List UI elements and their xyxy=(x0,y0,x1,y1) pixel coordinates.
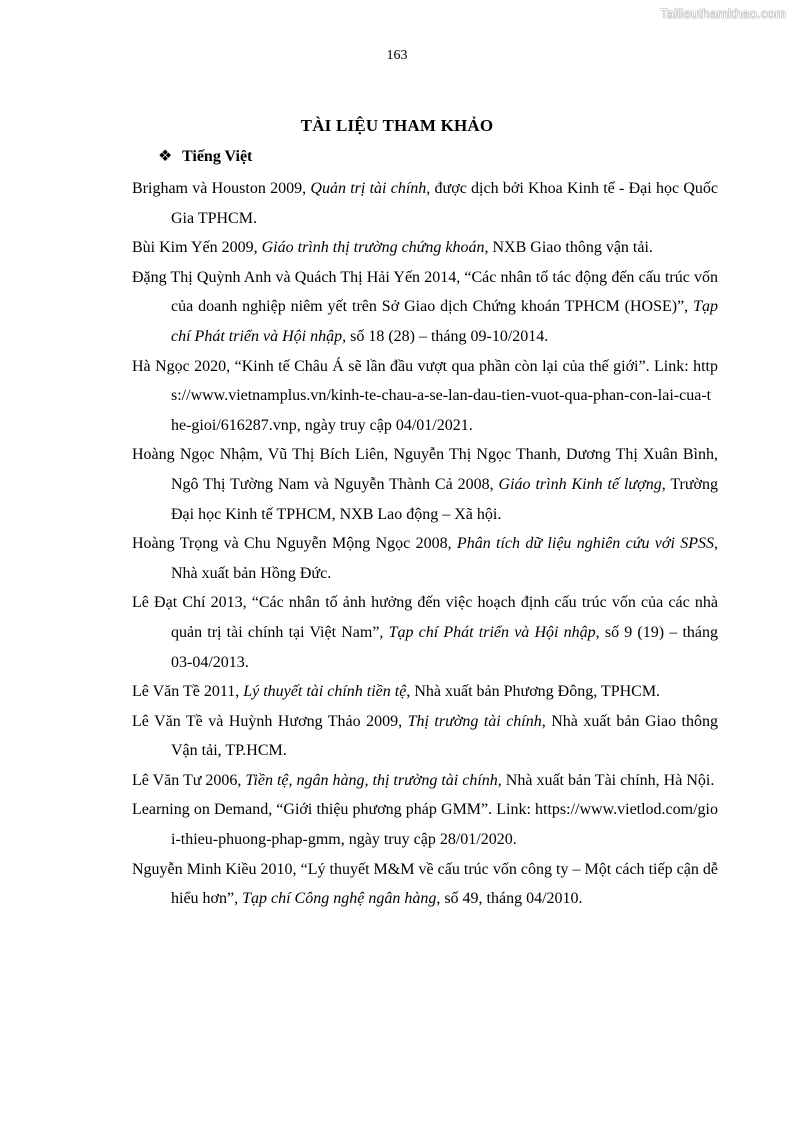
reference-item xyxy=(132,174,718,233)
reference-title: Thị trường tài chính xyxy=(407,712,542,730)
reference-text: Đặng Thị Quỳnh Anh và Quách Thị Hải Yến 2014, “Các nhân tố tác động đến cấu trúc vốn của doanh nghiệp niêm yết trên Sở Giao dịch Chứng khoán TPHCM (HOSE)”, xyxy=(132,268,718,316)
reference-text: , Nhà xuất bản Tài chính, Hà Nội. xyxy=(497,771,715,789)
reference-item xyxy=(132,588,718,677)
reference-text: , được dịch bởi Khoa Kinh tế - Đại học Quốc Gia TPHCM. xyxy=(171,180,719,227)
reference-title: Lý thuyết tài chính tiền tệ xyxy=(243,683,407,701)
diamond-bullet-icon: ❖ xyxy=(158,148,173,165)
reference-text: , Nhà xuất bản Giao thông Vận tải, TP.HCM. xyxy=(171,712,718,760)
reference-title: Giáo trình thị trường chứng khoán xyxy=(261,239,485,257)
reference-text: Lê Văn Tề 2011, xyxy=(132,683,244,701)
page-number: 163 xyxy=(386,48,408,63)
reference-item xyxy=(132,233,718,263)
reference-title: Tạp chí Phát triển và Hội nhập xyxy=(171,298,718,345)
reference-text: , số 9 (19) – tháng 03-04/2013. xyxy=(171,623,718,671)
reference-item xyxy=(132,440,718,529)
reference-list xyxy=(132,174,718,914)
reference-text: , Nhà xuất bản Phương Đông, TPHCM. xyxy=(406,683,661,701)
section-heading xyxy=(158,146,252,166)
reference-item xyxy=(132,766,718,796)
reference-title: Giáo trình Kinh tế lượng xyxy=(498,475,662,493)
reference-item xyxy=(132,707,718,766)
reference-text: Hà Ngọc 2020, “Kinh tế Châu Á sẽ lần đầu vượt qua phần còn lại của thế giới”. Link: https://www.vietnamplus.vn/kinh-te-chau-a-se-lan-dau-tien-vuot-qua-phan-con-lai-cua-the-gioi/616287.vnp, ngày truy cập 04/01/2021. xyxy=(132,357,718,434)
reference-item xyxy=(132,352,718,441)
reference-text: Bùi Kim Yến 2009, xyxy=(132,239,262,257)
reference-text: Lê Văn Tề và Huỳnh Hương Thảo 2009, xyxy=(132,712,408,730)
reference-title: Tạp chí Phát triển và Hội nhập xyxy=(388,623,596,641)
reference-item xyxy=(132,263,718,352)
watermark: Tailieuthamkhao.com xyxy=(660,6,786,21)
reference-text: Brigham và Houston 2009, xyxy=(132,180,311,197)
section-heading-label: Tiếng Việt xyxy=(182,148,253,165)
reference-text: , số 49, tháng 04/2010. xyxy=(436,890,583,908)
reference-text: Hoàng Ngọc Nhậm, Vũ Thị Bích Liên, Nguyễn Thị Ngọc Thanh, Dương Thị Xuân Bình, Ngô Thị Tường Nam và Nguyễn Thành Cả 2008, xyxy=(132,446,718,493)
reference-text: Learning on Demand, “Giới thiệu phương pháp GMM”. Link: https://www.vietlod.com/gioi-thieu-phuong-phap-gmm, ngày truy cập 28/01/2020. xyxy=(132,801,718,849)
reference-text: Lê Đạt Chí 2013, “Các nhân tố ảnh hưởng đến việc hoạch định cấu trúc vốn của các nhà quản trị tài chính tại Việt Nam”, xyxy=(132,594,718,641)
reference-text: Nguyễn Minh Kiều 2010, “Lý thuyết M&M về cấu trúc vốn công ty – Một cách tiếp cận dễ hiểu hơn”, xyxy=(132,860,718,908)
reference-text: , Trường Đại học Kinh tế TPHCM, NXB Lao động – Xã hội. xyxy=(171,475,718,523)
reference-item xyxy=(132,677,718,707)
reference-text: , số 18 (28) – tháng 09-10/2014. xyxy=(342,327,549,345)
reference-text: Lê Văn Tư 2006, xyxy=(132,771,246,789)
reference-item xyxy=(132,855,718,914)
reference-title: Quản trị tài chính xyxy=(310,180,427,197)
page-title: TÀI LIỆU THAM KHẢO xyxy=(300,116,494,135)
reference-text: Hoàng Trọng và Chu Nguyễn Mộng Ngọc 2008, xyxy=(132,535,457,553)
reference-title: Tạp chí Công nghệ ngân hàng xyxy=(242,890,437,908)
reference-item xyxy=(132,529,718,588)
reference-title: Tiền tệ, ngân hàng, thị trường tài chính xyxy=(245,771,498,789)
reference-item xyxy=(132,795,718,854)
reference-text: , Nhà xuất bản Hồng Đức. xyxy=(171,535,719,582)
reference-title: Phân tích dữ liệu nghiên cứu với SPSS xyxy=(456,535,715,553)
reference-text: , NXB Giao thông vận tải. xyxy=(484,239,653,257)
